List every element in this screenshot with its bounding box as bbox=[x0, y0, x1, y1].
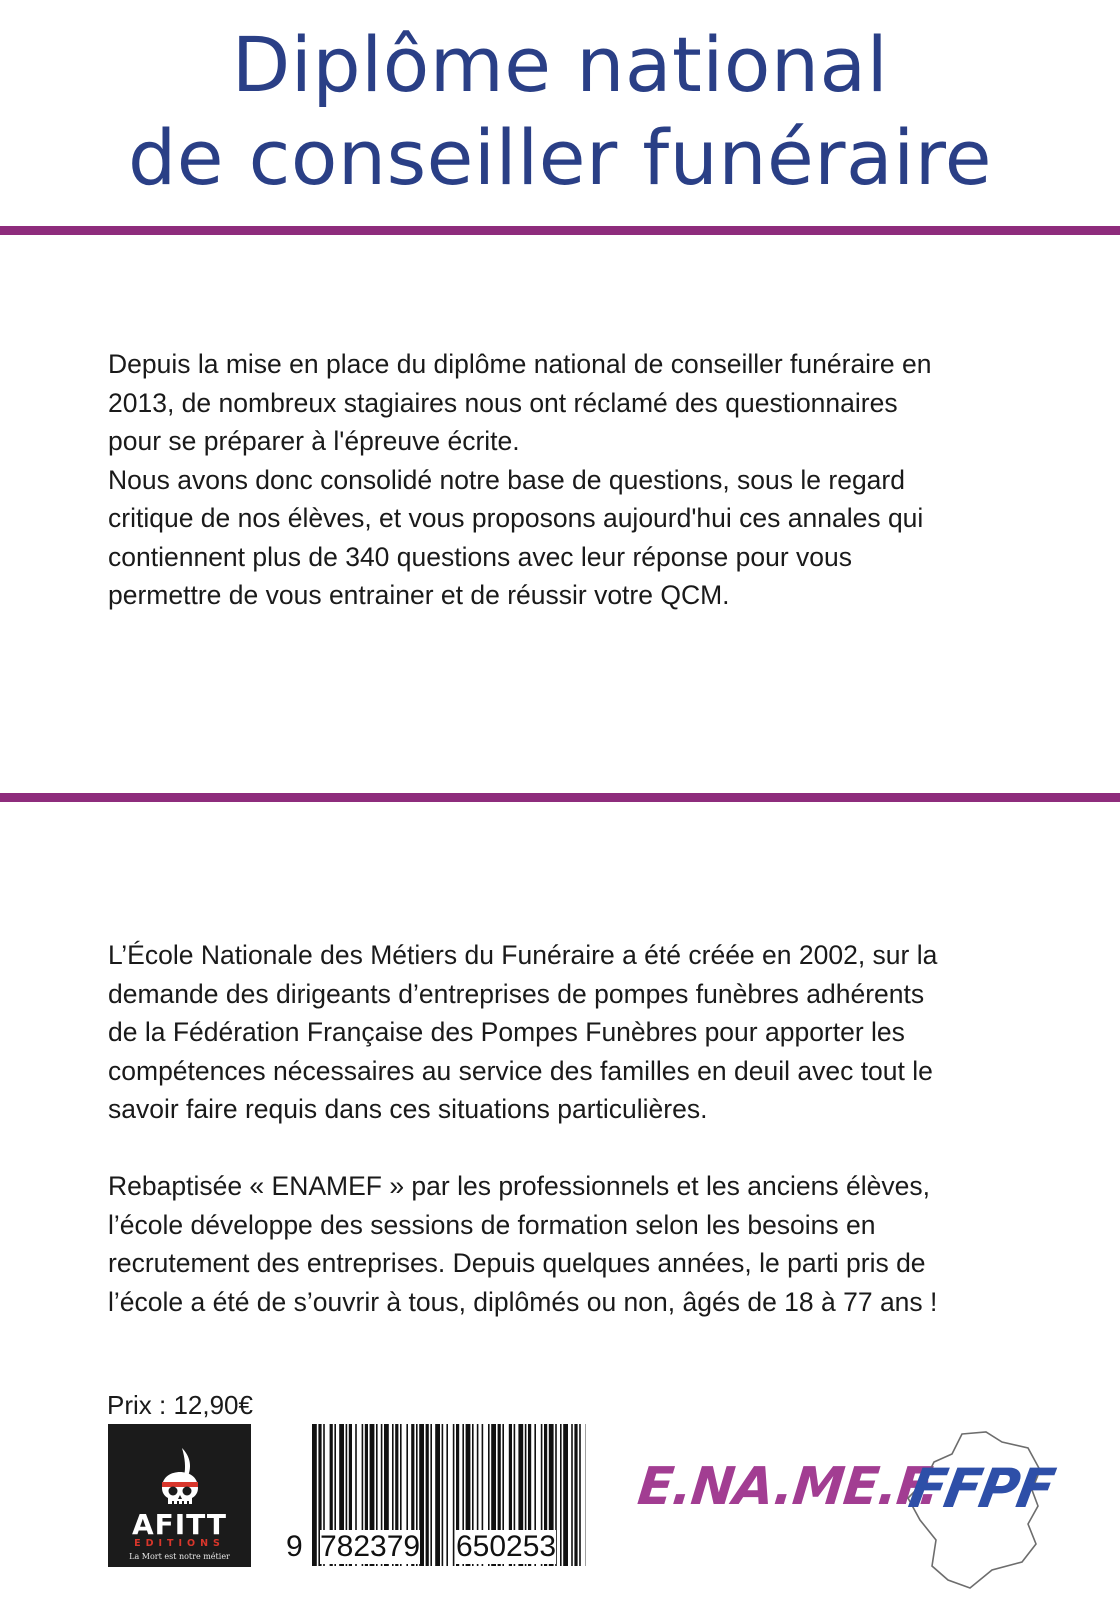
intro-paragraph bbox=[108, 345, 1068, 615]
text-line: recrutement des entreprises. Depuis quelques années, le parti pris de bbox=[108, 1248, 926, 1278]
divider-top bbox=[0, 226, 1120, 235]
barcode-digits bbox=[286, 1530, 604, 1566]
divider-middle bbox=[0, 793, 1120, 802]
text-line: de la Fédération Française des Pompes Funèbres pour apporter les bbox=[108, 1017, 905, 1047]
barcode-group-2: 650253 bbox=[456, 1530, 557, 1563]
page-title bbox=[0, 18, 1120, 204]
isbn-barcode bbox=[286, 1418, 604, 1568]
text-line: l’école développe des sessions de formation selon les besoins en bbox=[108, 1209, 876, 1240]
text-line: savoir faire requis dans ces situations particulières. bbox=[108, 1094, 708, 1124]
text-line: demande des dirigeants d’entreprises de pompes funèbres adhérents bbox=[108, 978, 925, 1009]
school-paragraph-2 bbox=[108, 1167, 1068, 1321]
text-line: permettre de vous entrainer et de réussir votre QCM. bbox=[108, 580, 730, 610]
text-line: compétences nécessaires au service des familles en deuil avec tout le bbox=[108, 1055, 933, 1086]
text-line: pour se préparer à l'épreuve écrite. bbox=[108, 426, 520, 456]
text-line: L’École Nationale des Métiers du Funéraire a été créée en 2002, sur la bbox=[108, 940, 938, 970]
text-line: contiennent plus de 340 questions avec leur réponse pour vous bbox=[108, 541, 852, 572]
text-line: 2013, de nombreux stagiaires nous ont réclamé des questionnaires bbox=[108, 387, 898, 418]
enamef-logo: E.NA.ME.F. bbox=[634, 1457, 942, 1517]
text-line: critique de nos élèves, et vous proposons aujourd'hui ces annales qui bbox=[108, 503, 924, 533]
publisher-name: AFITT bbox=[131, 1508, 228, 1541]
school-paragraph-1 bbox=[108, 936, 1068, 1129]
skull-quill-icon bbox=[152, 1446, 208, 1508]
text-line: Nous avons donc consolidé notre base de questions, sous le regard bbox=[108, 464, 905, 495]
title-line-2: de conseiller funéraire bbox=[127, 113, 993, 202]
text-line: Rebaptisée « ENAMEF » par les professionnels et les anciens élèves, bbox=[108, 1171, 930, 1201]
publisher-logo bbox=[108, 1424, 251, 1567]
text-line: l’école a été de s’ouvrir à tous, diplômés ou non, âgés de 18 à 77 ans ! bbox=[108, 1286, 938, 1317]
publisher-tagline: La Mort est notre métier bbox=[129, 1552, 230, 1561]
ffpf-logo: FFPF bbox=[904, 1457, 1058, 1520]
price-label: Prix : 12,90€ bbox=[107, 1390, 253, 1420]
publisher-sub: EDITIONS bbox=[134, 1538, 225, 1549]
barcode-group-1: 782379 bbox=[320, 1530, 421, 1563]
title-line-1: Diplôme national bbox=[231, 20, 889, 109]
text-line: Depuis la mise en place du diplôme national de conseiller funéraire en bbox=[108, 349, 932, 379]
barcode-digit-first: 9 bbox=[286, 1530, 303, 1563]
